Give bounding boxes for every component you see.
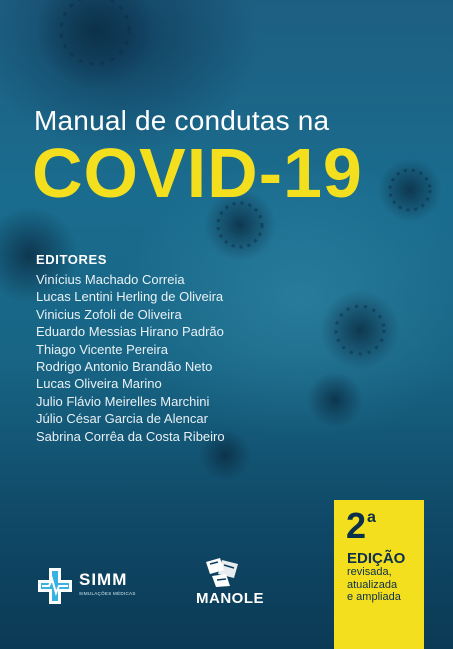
editor-name: Rodrigo Antonio Brandão Neto [36, 359, 213, 375]
editor-name: Lucas Lentini Herling de Oliveira [36, 289, 224, 305]
book-title-line-1: Manual de condutas na [34, 105, 330, 136]
editor-name: Lucas Oliveira Marino [36, 376, 162, 392]
edition-number [346, 505, 376, 547]
edition-ordinal-superscript: a [367, 509, 376, 526]
book-title-covid-19: COVID-19 [32, 134, 363, 212]
edition-description [347, 566, 401, 604]
manole-emblem-icon [204, 556, 242, 588]
simm-tagline: SIMULAÇÕES MÉDICAS [79, 591, 136, 596]
edition-description-line: revisada, [347, 566, 392, 578]
editor-name: Julio Flávio Meirelles Marchini [36, 393, 210, 409]
edition-description-line: atualizada [347, 578, 398, 591]
simm-logo [36, 566, 146, 606]
edition-number-value: 2 [346, 505, 367, 546]
editor-name: Thiago Vicente Pereira [36, 341, 169, 357]
editor-name: Vinícius Machado Correia [36, 272, 185, 287]
medical-cross-icon [36, 566, 74, 606]
editor-name: Júlio César Garcia de Alencar [36, 411, 208, 427]
editors-heading: EDITORES [36, 252, 108, 267]
manole-publisher-logo [196, 556, 262, 608]
manole-name: MANOLE [196, 590, 264, 607]
simm-name: SIMM [79, 570, 128, 589]
edition-description-line: e ampliada [347, 591, 401, 603]
editor-name: Eduardo Messias Hirano Padrão [36, 324, 224, 340]
editor-name: Vinicius Zofoli de Oliveira [36, 306, 182, 322]
editor-name: Sabrina Corrêa da Costa Ribeiro [36, 428, 225, 444]
edition-label: EDIÇÃO [347, 550, 406, 567]
editors-list [36, 271, 225, 445]
